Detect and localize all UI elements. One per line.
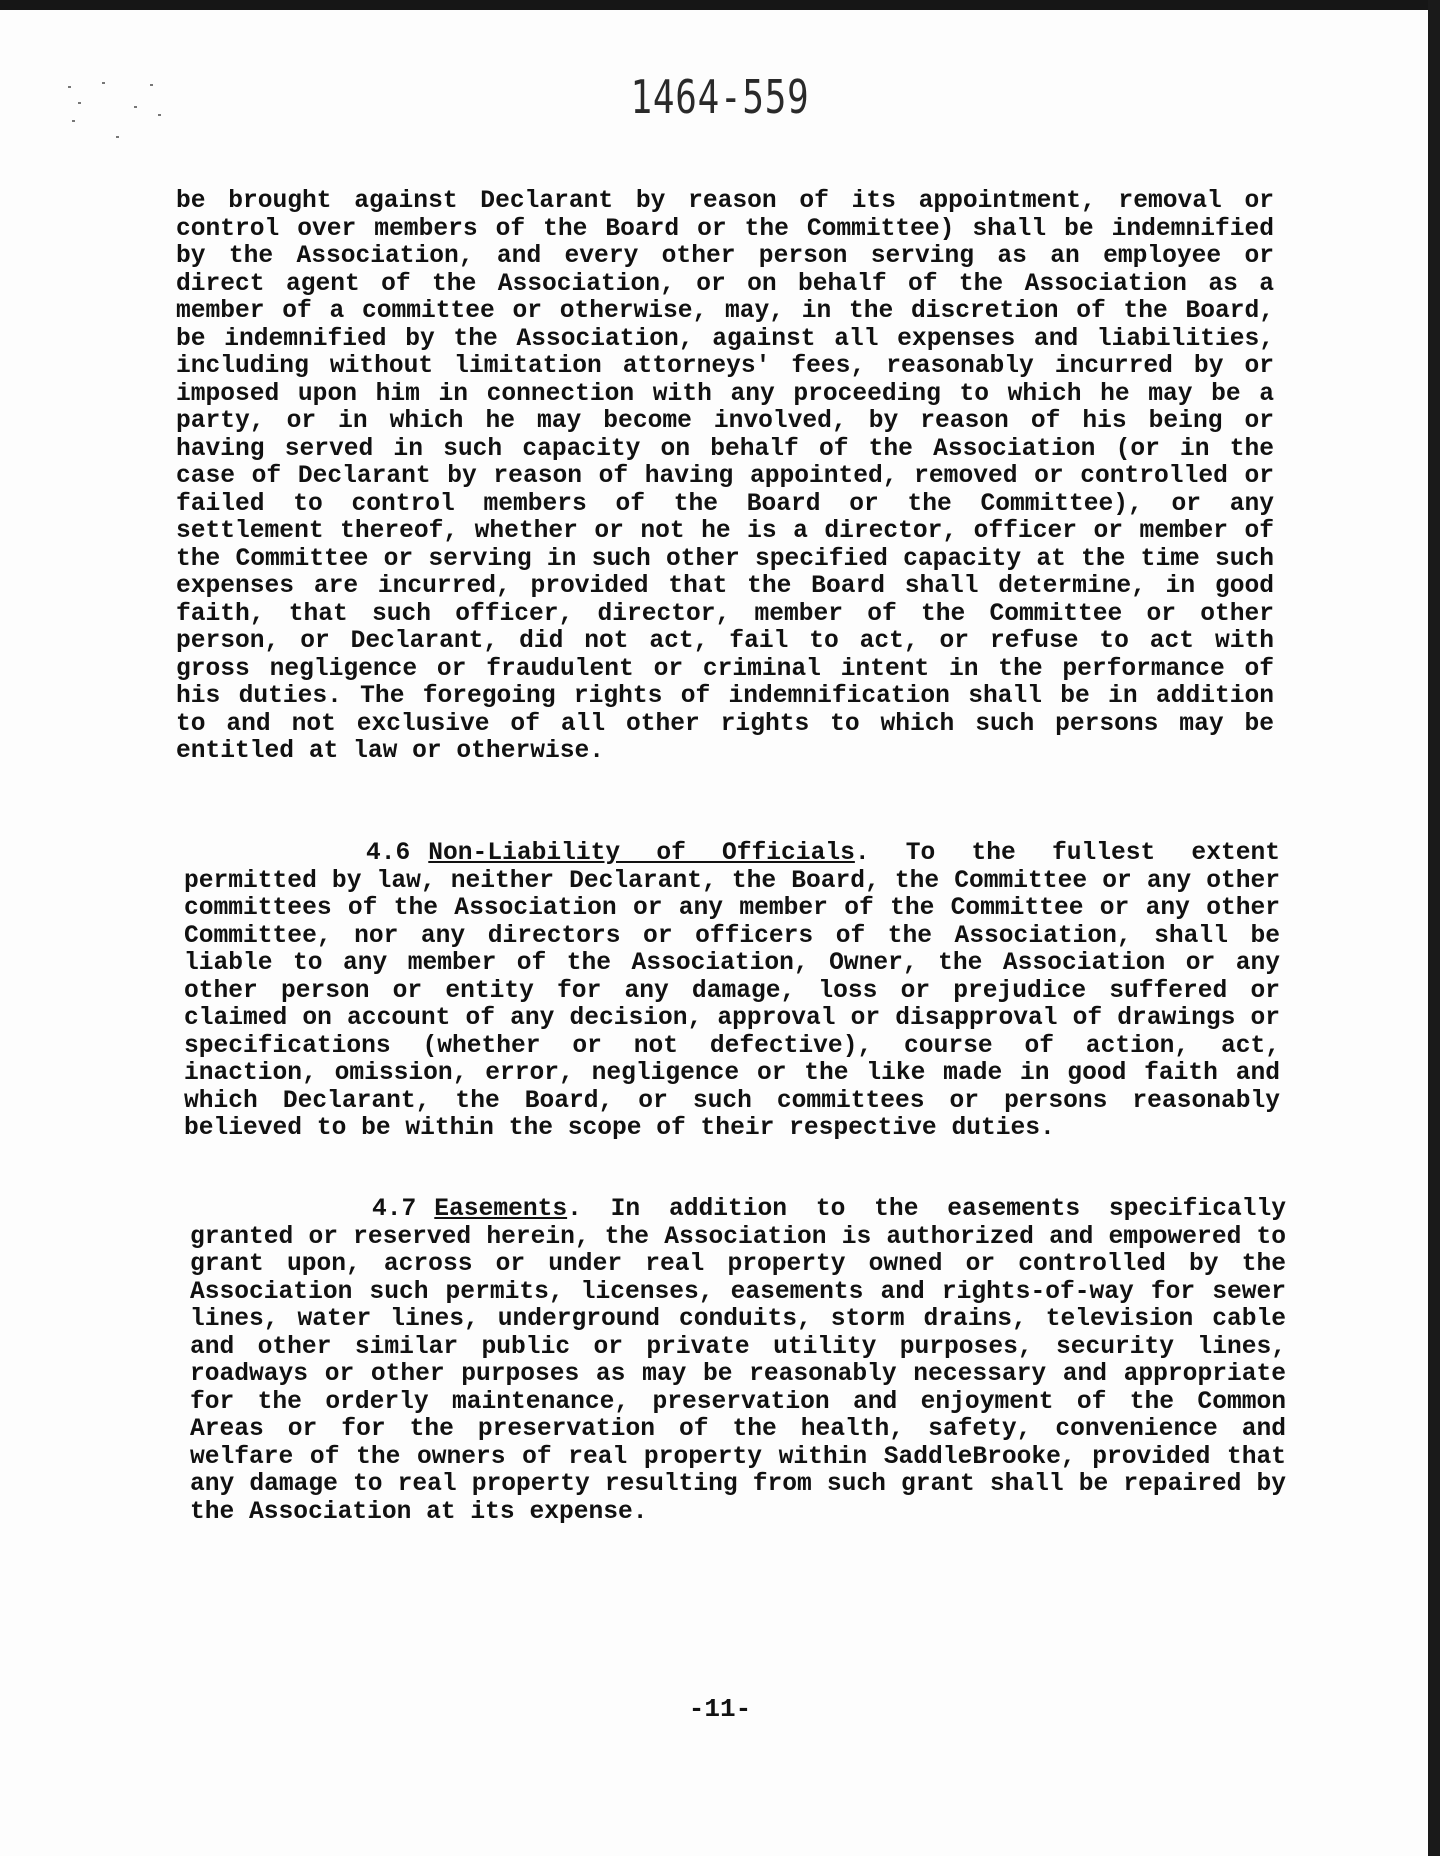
section-body: To the fullest extent permitted by law, neither Declarant, the Board, the Committee or any other committees of the Association or any member of the Committee or any other Committee, nor any directors or officers of the Association, shall be liable to any member of the Association, Owner, the Association or any other person or entity for any damage, loss or prejudice suffered or claimed on account of any decision, approval or disapproval of drawings or specifications (whether or not defective), course of action, act, inaction, omission, error, negligence or the like made in good faith and which Declarant, the Board, or such committees or persons reasonably believed to be within the scope of their respective duties.: [184, 840, 1280, 1142]
heading-period: .: [854, 840, 906, 867]
document-reference-number: 1464-559: [630, 70, 810, 124]
section-4-7: [190, 1196, 1286, 1526]
scan-edge-right: [1428, 0, 1440, 1856]
section-heading: Non-Liability of Officials: [428, 840, 855, 867]
page-number: -11-: [688, 1694, 752, 1724]
section-heading: Easements: [434, 1196, 568, 1223]
section-body: In addition to the easements specifically granted or reserved herein, the Association is authorized and empowered to grant upon, across or under real property owned or controlled by the Association such permits, licenses, easements and rights-of-way for sewer lines, water lines, underground conduits, storm drains, television cable and other similar public or private utility purposes, security lines, roadways or other purposes as may be reasonably necessary and appropriate for the orderly maintenance, preservation and enjoyment of the Common Areas or for the preservation of the health, safety, convenience and welfare of the owners of real property within SaddleBrooke, provided that any damage to real property resulting from such grant shall be repaired by the Association at its expense.: [190, 1196, 1286, 1526]
section-indent: [190, 1196, 372, 1223]
section-4-6: [184, 840, 1280, 1143]
section-number: 4.6: [366, 840, 411, 867]
heading-period: .: [567, 1196, 611, 1223]
scan-edge-top: [0, 0, 1440, 10]
section-indent: [184, 840, 366, 867]
section-number: 4.7: [372, 1196, 417, 1223]
continued-paragraph: be brought against Declarant by reason of its appointment, removal or control over members of the Board or the Committee) shall be indemnified by the Association, and every other person serving as an employee or direct agent of the Association, or on behalf of the Association as a member of a committee or otherwise, may, in the discretion of the Board, be indemnified by the Association, against all expenses and liabilities, including without limitation attorneys' fees, reasonably incurred by or imposed upon him in connection with any proceeding to which he may be a party, or in which he may become involved, by reason of his being or having served in such capacity on behalf of the Association (or in the case of Declarant by reason of having appointed, removed or controlled or failed to control members of the Board or the Committee), or any settlement thereof, whether or not he is a director, officer or member of the Committee or serving in such other specified capacity at the time such expenses are incurred, provided that the Board shall determine, in good faith, that such officer, director, member of the Committee or other person, or Declarant, did not act, fail to act, or refuse to act with gross negligence or fraudulent or criminal intent in the performance of his duties. The foregoing rights of indemnification shall be in addition to and not exclusive of all other rights to which such persons may be entitled at law or otherwise.: [176, 188, 1274, 765]
